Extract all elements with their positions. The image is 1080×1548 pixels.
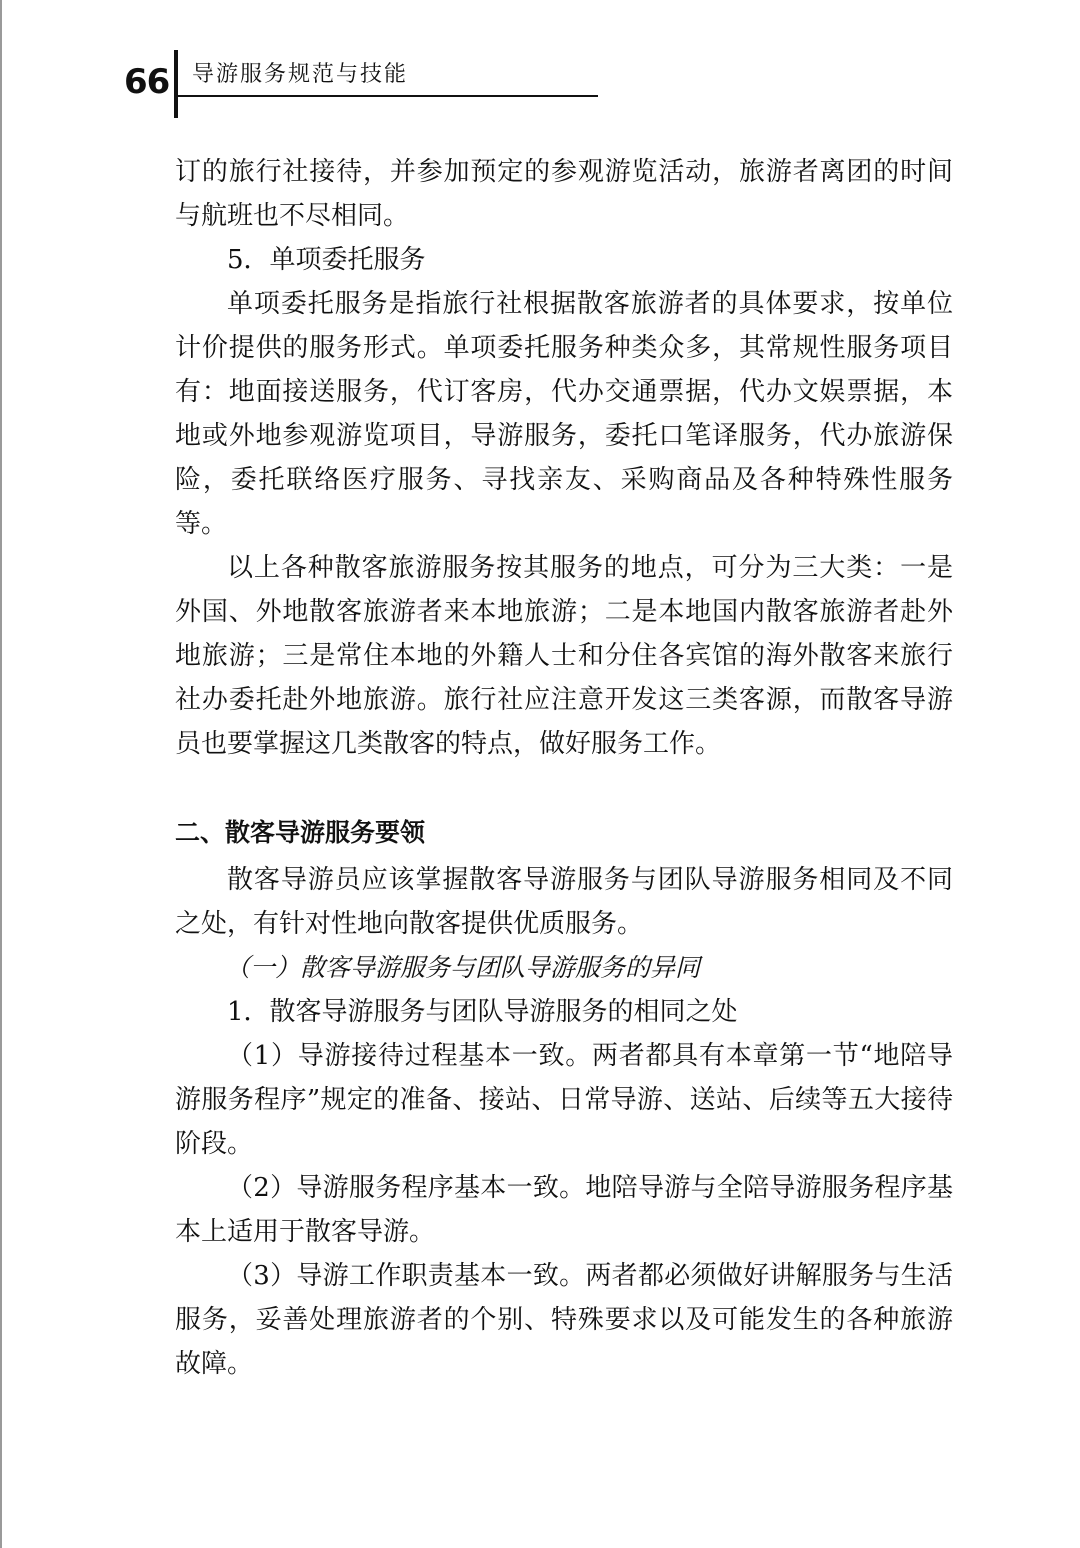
paragraph-point-1: （1）导游接待过程基本一致。两者都具有本章第一节“地陪导游服务程序”规定的准备、接站、日常导游、送站、后续等五大接待阶段。: [175, 1041, 953, 1159]
header-vertical-rule: [174, 50, 178, 118]
item-heading-similarities: 1．散客导游服务与团队导游服务的相同之处: [227, 997, 738, 1027]
paragraph-continued: 订的旅行社接待，并参加预定的参观游览活动，旅游者离团的时间与航班也不尽相同。: [175, 157, 953, 231]
book-title: 导游服务规范与技能: [192, 62, 409, 87]
header-horizontal-rule: [178, 95, 598, 97]
section-heading-key-points: 二、散客导游服务要领: [175, 818, 426, 847]
page-number: 66: [124, 62, 170, 102]
page-body: [175, 150, 953, 1386]
item-heading-single-entrusted-service: 5．单项委托服务: [227, 245, 426, 275]
paragraph-point-2: （2）导游服务程序基本一致。地陪导游与全陪导游服务程序基本上适用于散客导游。: [175, 1173, 953, 1247]
paragraph-point-3: （3）导游工作职责基本一致。两者都必须做好讲解服务与生活服务，妥善处理旅游者的个别、特殊要求以及可能发生的各种旅游故障。: [175, 1261, 953, 1379]
paragraph-three-categories: 以上各种散客旅游服务按其服务的地点，可分为三大类：一是外国、外地散客旅游者来本地旅游；二是本地国内散客旅游者赴外地旅游；三是常住本地的外籍人士和分住各宾馆的海外散客来旅行社办委托赴外地旅游。旅行社应注意开发这三类客源，而散客导游员也要掌握这几类散客的特点，做好服务工作。: [175, 553, 953, 759]
page-edge: [0, 0, 2, 1548]
paragraph-section-intro: 散客导游员应该掌握散客导游服务与团队导游服务相同及不同之处，有针对性地向散客提供优质服务。: [175, 865, 953, 939]
subsection-heading-similarities-differences: （一）散客导游服务与团队导游服务的异同: [225, 953, 701, 982]
running-header: [120, 48, 600, 118]
paragraph-single-entrusted-service: 单项委托服务是指旅行社根据散客旅游者的具体要求，按单位计价提供的服务形式。单项委托服务种类众多，其常规性服务项目有：地面接送服务，代订客房，代办交通票据，代办文娱票据，本地或外地参观游览项目，导游服务，委托口笔译服务，代办旅游保险，委托联络医疗服务、寻找亲友、采购商品及各种特殊性服务等。: [175, 289, 953, 539]
